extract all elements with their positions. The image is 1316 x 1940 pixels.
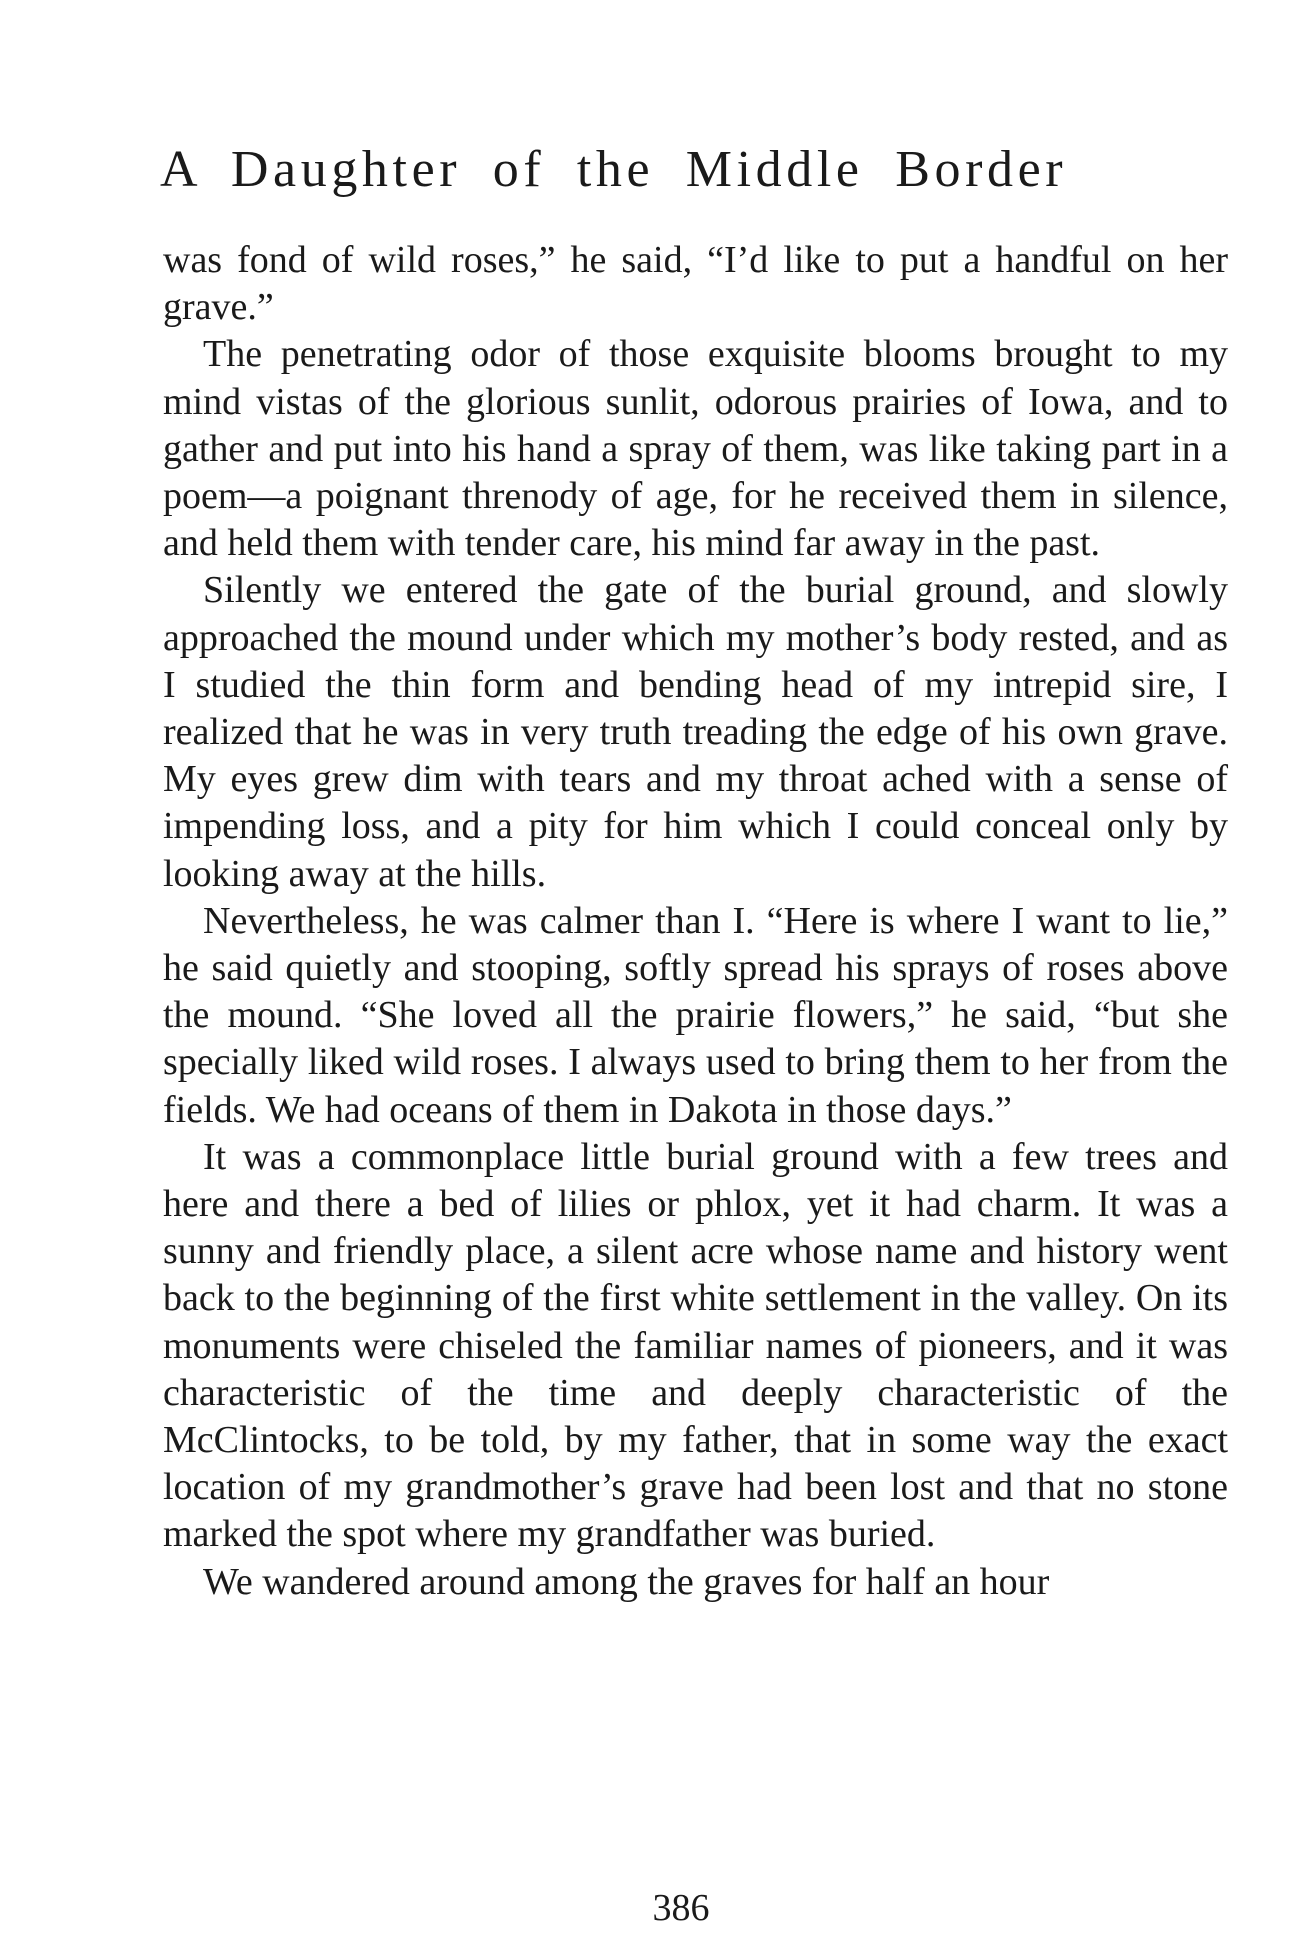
paragraph: The penetrating odor of those exquisite blooms brought to my mind vistas of the glorious sunlit, odorous prairies of Iowa, and to gather and put into his hand a spray of them, was like taking part in a poem—a poignant threnody of age, for he received them in silence, and held them with tender care, his mind far away in the past. xyxy=(163,333,1228,565)
paragraph: It was a commonplace little burial ground with a few trees and here and there a bed of lilies or phlox, yet it had charm. It was a sunny and friendly place, a silent acre whose name and history went back to the beginning of the first white settlement in the valley. On its monuments were chiseled the familiar names of pioneers, and it was characteristic of the time and deeply characteristic of the McClintocks, to be told, by my father, that in some way the exact location of my grandmother’s grave had been lost and that no stone marked the spot where my grandfather was buried. xyxy=(163,1135,1228,1556)
body-text xyxy=(163,237,1228,1606)
paragraph: Silently we entered the gate of the burial ground, and slowly approached the mound under which my mother’s body rested, and as I studied the thin form and bending head of my intrepid sire, I realized that he was in very truth treading the edge of his own grave. My eyes grew dim with tears and my throat ached with a sense of impending loss, and a pity for him which I could conceal only by looking away at the hills. xyxy=(163,569,1228,895)
paragraph: was fond of wild roses,” he said, “I’d like to put a handful on her grave.” xyxy=(163,239,1228,329)
running-head: A Daughter of the Middle Border xyxy=(160,141,1068,198)
paragraph: We wandered around among the graves for half an hour xyxy=(203,1560,1050,1603)
paragraph: Nevertheless, he was calmer than I. “Here is where I want to lie,” he said quietly and stooping, softly spread his sprays of roses above the mound. “She loved all the prairie flowers,” he said, “but she specially liked wild roses. I always used to bring them to her from the fields. We had oceans of them in Dakota in those days.” xyxy=(163,899,1228,1131)
page-number: 386 xyxy=(652,1887,710,1929)
